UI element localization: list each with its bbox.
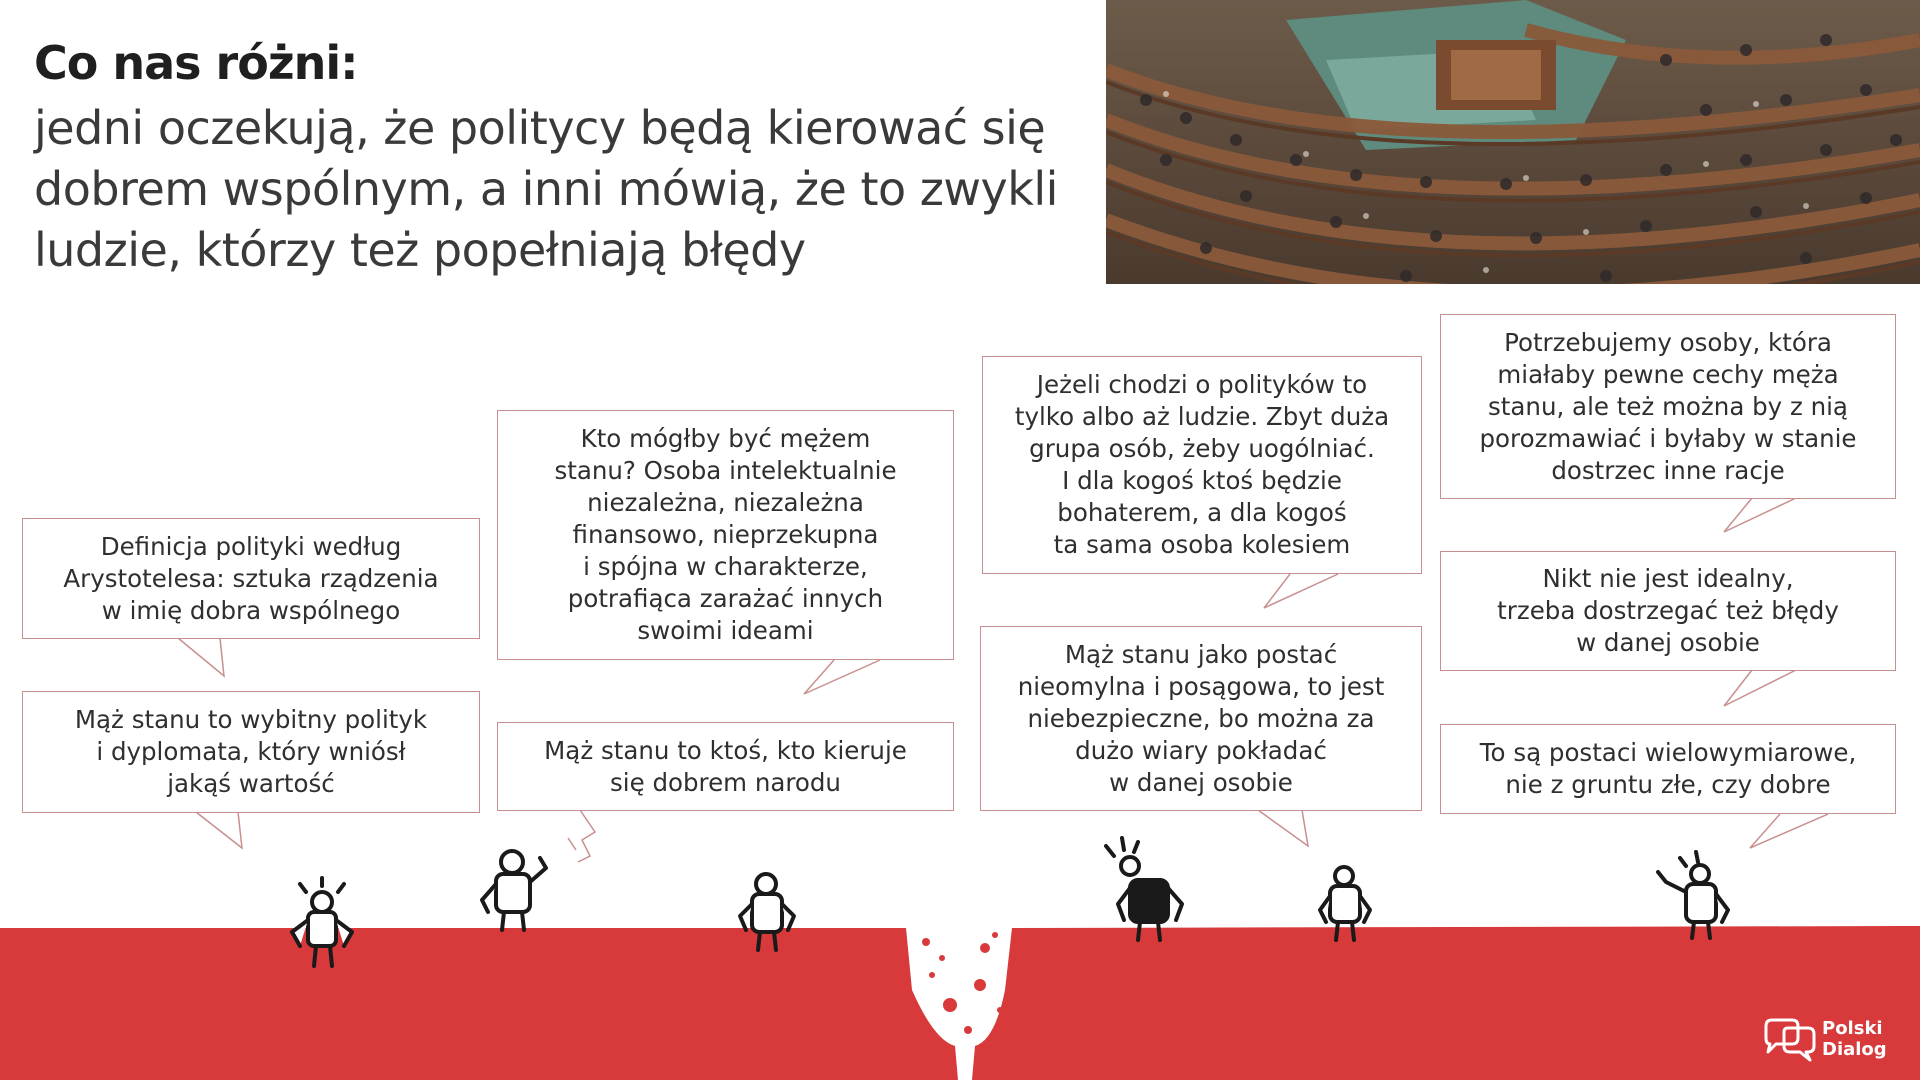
- speech-bubble-aristotle: Definicja polityki według Arystotelesa: sztuka rządzenia w imię dobra wspólnego: [22, 518, 480, 639]
- speech-bubble-multidimensional: To są postaci wielowymiarowe, nie z gruntu złe, czy dobre: [1440, 724, 1896, 814]
- speech-bubble-need-a-person: Potrzebujemy osoby, która miałaby pewne cechy męża stanu, ale też można by z nią porozmawiać i byłaby w stanie dostrzec inne racje: [1440, 314, 1896, 499]
- speech-bubble-good-of-nation: Mąż stanu to ktoś, kto kieruje się dobrem narodu: [497, 722, 954, 811]
- speech-bubble-who-could-be-statesman: Kto mógłby być mężem stanu? Osoba intelektualnie niezależna, niezależna finansowo, nieprzekupna i spójna w charakterze, potrafiąca zarażać innych swoimi ideami: [497, 410, 954, 660]
- page-subtitle: jedni oczekują, że politycy będą kierować się dobrem wspólnym, a inni mówią, że to zwykli ludzie, którzy też popełniają błędy: [34, 101, 1058, 277]
- speech-bubble-outstanding-politician: Mąż stanu to wybitny polityk i dyplomata, który wniósł jakąś wartość: [22, 691, 480, 813]
- brand-line-2: Dialog: [1822, 1039, 1887, 1060]
- speech-bubble-nobody-ideal: Nikt nie jest idealny, trzeba dostrzegać też błędy w danej osobie: [1440, 551, 1896, 671]
- speech-bubble-infallible-figure: Mąż stanu jako postać nieomylna i posągowa, to jest niebezpieczne, bo można za dużo wiary pokładać w danej osobie: [980, 626, 1422, 811]
- brand-logo-text: [1822, 1018, 1887, 1060]
- brand-line-1: Polski: [1822, 1018, 1883, 1039]
- speech-bubble-politicians-are-people: Jeżeli chodzi o polityków to tylko albo aż ludzie. Zbyt duża grupa osób, żeby uogólniać. I dla kogoś ktoś będzie bohaterem, a dla kogoś ta sama osoba kolesiem: [982, 356, 1422, 574]
- page-title: Co nas różni:: [34, 36, 358, 90]
